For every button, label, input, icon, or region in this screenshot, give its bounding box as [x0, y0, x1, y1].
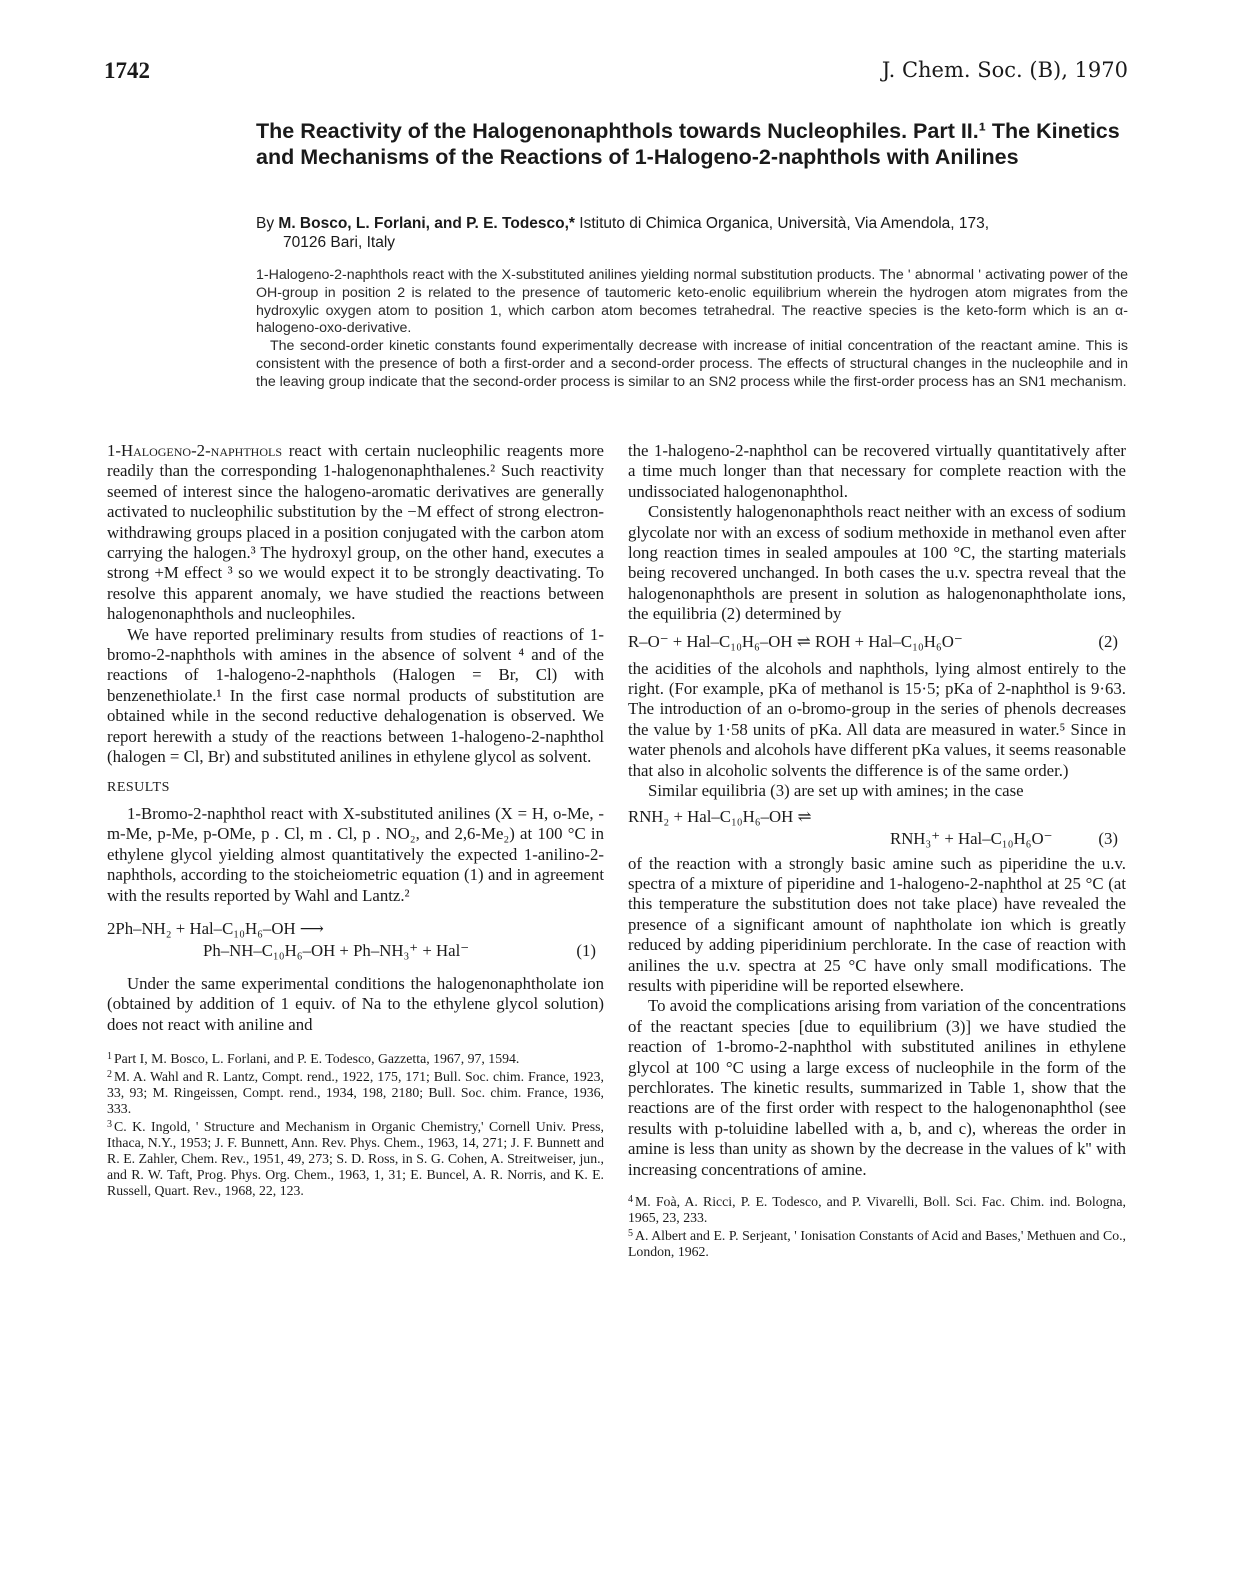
- equation-3-line-1: RNH₂ + Hal–C₁₀H₆–OH ⇌: [628, 806, 812, 826]
- equation-1-number: (1): [576, 940, 596, 960]
- address-line-1: Istituto di Chimica Organica, Università, Via Amendola, 173,: [579, 215, 990, 232]
- address-line-2: 70126 Bari, Italy: [283, 234, 396, 251]
- right-paragraph-3: the acidities of the alcohols and naphthols, lying almost entirely to the right. (For example, pKa of methanol is 15·5; pKa of 2-naphthol is 9·63. The introduction of an o-bromo-group in the series of phenols decreases the value by 1·58 units of pKa. All data are measured in water.⁵ Since in water phenols and alcohols have different pKa values, it seems reasonable that also in alcoholic solvents the difference is of the same order.): [628, 658, 1126, 780]
- equation-3: [628, 806, 1126, 850]
- right-paragraph-6: To avoid the complications arising from variation of the concentrations of the reactant species [due to equilibrium (3)] we have studied the reaction of 1-bromo-2-naphthol with substituted anilines in ethylene glycol at 100 °C using a large excess of nucleophile in the form of the perchlorates. The kinetic results, summarized in Table 1, show that the reactions are of the first order with respect to the halogenonaphthol (see results with p-toluidine labelled with a, b, and c), whereas the order in amine is less than unity as shown by the decrease in the values of k'' with increasing concentrations of amine.: [628, 996, 1126, 1179]
- footnote-4: $^4$ M. Foà, A. Ricci, P. E. Todesco, and P. Vivarelli, Boll. Sci. Fac. Chim. ind. Bologna, 1965, 23, 233.: [628, 1194, 1126, 1225]
- lead-in: 1-Halogeno-2-naphthols: [107, 441, 282, 460]
- abstract: [256, 267, 1128, 392]
- equation-1-line-1: 2Ph–NH₂ + Hal–C₁₀H₆–OH ⟶: [107, 918, 324, 938]
- results-paragraph: 1-Bromo-2-naphthol react with X-substituted anilines (X = H, o-Me, -m-Me, p-Me, p-OMe, p . Cl, m . Cl, p . NO₂, and 2,6-Me₂) at 100 °C in ethylene glycol yielding almost quantitatively the expected 1-anilino-2-naphthols, according to the stoicheiometric equation (1) and in agreement with the results reported by Wahl and Lantz.²: [107, 803, 604, 905]
- abstract-paragraph-2: The second-order kinetic constants found experimentally decrease with increase of initial concentration of the reactant amine. This is consistent with the presence of both a first-order and a second-order process. The effects of structural changes in the nucleophile and in the leaving group indicate that the second-order process is similar to an SN2 process while the first-order process has an SN1 mechanism.: [256, 338, 1128, 390]
- article-title: The Reactivity of the Halogenonaphthols towards Nucleophiles. Part II.¹ The Kinetics and Mechanisms of the Reactions of 1-Halogeno-2-naphthols with Anilines: [256, 119, 1120, 169]
- left-column: [107, 441, 604, 1199]
- right-paragraph-1: the 1-halogeno-2-naphthol can be recovered virtually quantitatively after a time much longer than that necessary for complete reaction with the undissociated halogenonaphthol.: [628, 441, 1126, 501]
- intro-text: react with certain nucleophilic reagents more readily than the corresponding 1-halogenonaphthalenes.² Such reactivity seemed of interest since the halogeno-aromatic derivatives are generally activated to nucleophilic substitution by the −M effect of strong electron-withdrawing groups placed in a position conjugated with the carbon atom carrying the halogen.³ The hydroxyl group, on the other hand, executes a strong +M effect ³ so we would expect it to be strongly deactivating. To resolve this apparent anomaly, we have studied the reactions between halogenonaphthols and nucleophiles.: [107, 441, 604, 624]
- footnote-2: $^2$ M. A. Wahl and R. Lantz, Compt. rend., 1922, 175, 171; Bull. Soc. chim. France, 1923, 33, 93; M. Ringeissen, Compt. rend., 1934, 198, 2180; Bull. Soc. chim. France, 1936, 333.: [107, 1069, 604, 1117]
- right-paragraph-5: of the reaction with a strongly basic amine such as piperidine the u.v. spectra of a mixture of piperidine and 1-halogeno-2-naphthol at 25 °C (at this temperature the substitution does not take place) have revealed the presence of a significant amount of naphtholate ion which is greatly reduced by adding piperidinium perchlorate. In the case of reaction with anilines the u.v. spectra at 25 °C have only small modifications. The results with piperidine will be reported elsewhere.: [628, 853, 1126, 995]
- left-footnotes: [107, 1049, 604, 1199]
- authors: M. Bosco, L. Forlani, and P. E. Todesco,*: [278, 215, 575, 232]
- right-column: [628, 441, 1126, 1260]
- equation-3-number: (3): [1098, 828, 1118, 848]
- equation-1: [107, 918, 604, 962]
- equation-2-number: (2): [1098, 631, 1118, 651]
- equation-3-line-2: RNH₃⁺ + Hal–C₁₀H₆O⁻: [890, 828, 1053, 848]
- byline: [256, 214, 1136, 252]
- equation-1-line-2: Ph–NH–C₁₀H₆–OH + Ph–NH₃⁺ + Hal⁻: [203, 940, 470, 960]
- intro-paragraph: [107, 441, 604, 625]
- body-paragraph-2: We have reported preliminary results from studies of reactions of 1-bromo-2-naphthols with amines in the absence of solvent ⁴ and of the reactions of 1-halogeno-2-naphthols (Halogen = Br, Cl) with benzenethiolate.¹ In the first case normal products of substitution are obtained while in the second reductive dehalogenation is observed. We report herewith a study of the reactions between 1-halogeno-2-naphthol (halogen = Cl, Br) and substituted anilines in ethylene glycol as solvent.: [107, 624, 604, 767]
- byline-prefix: By: [256, 215, 275, 232]
- page-number: 1742: [104, 58, 150, 83]
- right-footnotes: [628, 1192, 1126, 1260]
- footnote-1: $^1$ Part I, M. Bosco, L. Forlani, and P. E. Todesco, Gazzetta, 1967, 97, 1594.: [107, 1051, 520, 1067]
- section-heading-results: RESULTS: [107, 779, 170, 795]
- journal-header: J. Chem. Soc. (B), 1970: [881, 58, 1128, 82]
- right-paragraph-4: Similar equilibria (3) are set up with amines; in the case: [648, 781, 1024, 801]
- abstract-paragraph-1: 1-Halogeno-2-naphthols react with the X-substituted anilines yielding normal substitution products. The ' abnormal ' activating power of the OH-group in position 2 is related to the presence of tautomeric keto-enolic equilibrium wherein the hydrogen atom migrates from the hydroxylic oxygen atom to position 1, which carbon atom becomes tetrahedral. The reactive species is the keto-form which is an α-halogeno-oxo-derivative.: [256, 267, 1128, 337]
- body-paragraph-4: Under the same experimental conditions the halogenonaphtholate ion (obtained by addition of 1 equiv. of Na to the ethylene glycol solution) does not react with aniline and: [107, 973, 604, 1034]
- right-paragraph-2: Consistently halogenonaphthols react neither with an excess of sodium glycolate nor with an excess of sodium methoxide in methanol even after long reaction times in sealed ampoules at 100 °C, the starting materials being recovered unchanged. In both cases the u.v. spectra reveal that the halogenonaphthols are present in solution as halogenonaphtholate ions, the equilibria (2) determined by: [628, 502, 1126, 624]
- equation-2: [628, 631, 1126, 653]
- equation-2-text: R–O⁻ + Hal–C₁₀H₆–OH ⇌ ROH + Hal–C₁₀H₆O⁻: [628, 631, 963, 651]
- footnote-5: $^5$ A. Albert and E. P. Serjeant, ' Ionisation Constants of Acid and Bases,' Methuen and Co., London, 1962.: [628, 1228, 1126, 1259]
- footnote-3: $^3$ C. K. Ingold, ' Structure and Mechanism in Organic Chemistry,' Cornell Univ. Press, Ithaca, N.Y., 1953; J. F. Bunnett, Ann. Rev. Phys. Chem., 1963, 14, 271; J. F. Bunnett and R. E. Zahler, Chem. Rev., 1951, 49, 273; S. D. Ross, in S. G. Cohen, A. Streitweiser, jun., and R. W. Taft, Prog. Phys. Org. Chem., 1963, 1, 31; E. Buncel, A. R. Norris, and K. E. Russell, Quart. Rev., 1968, 22, 123.: [107, 1119, 604, 1199]
